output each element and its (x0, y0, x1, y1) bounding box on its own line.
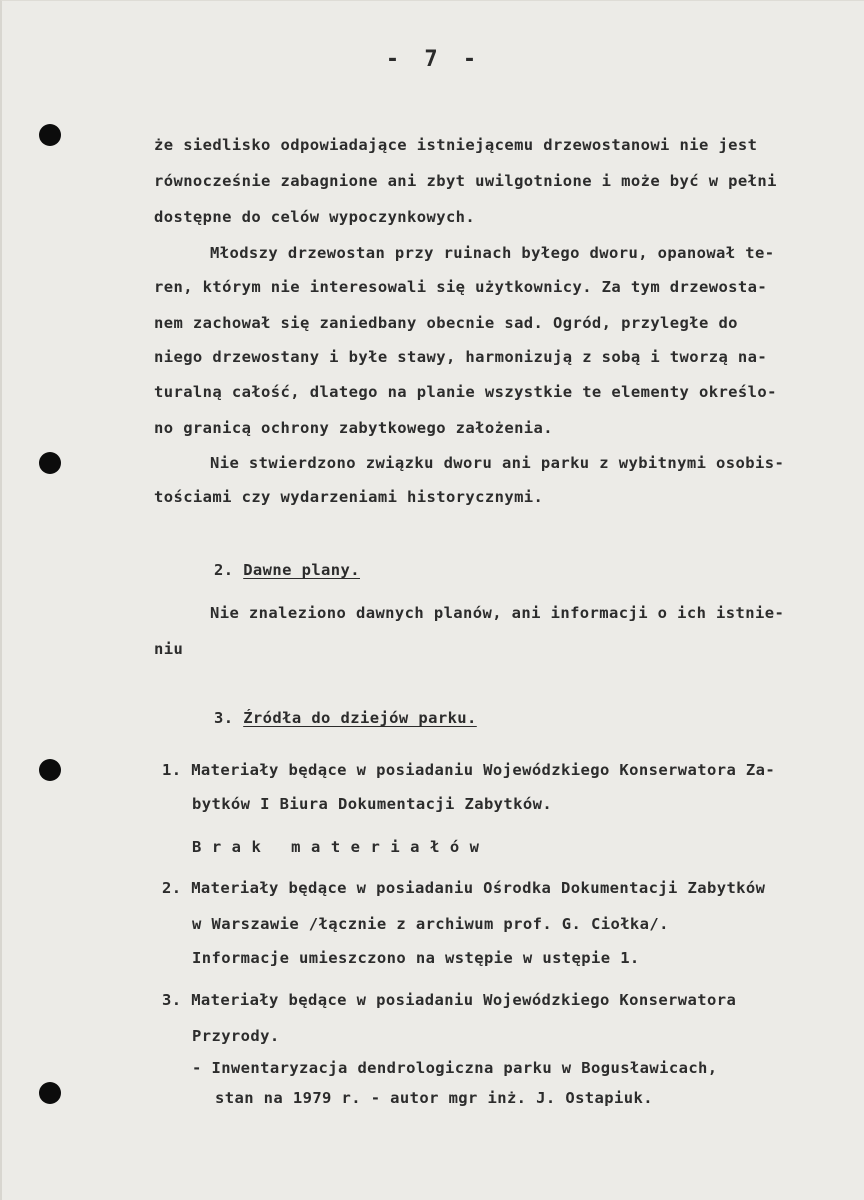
paragraph-line: Młodszy drzewostan przy ruinach byłego dworu, opanował te- (210, 244, 775, 262)
paragraph-line: równocześnie zabagnione ani zbyt uwilgotnione i może być w pełni (154, 172, 777, 190)
list-item-continuation: Informacje umieszczono na wstępie w ustępie 1. (192, 949, 640, 967)
punch-hole-icon (39, 452, 61, 474)
list-item-continuation: bytków I Biura Dokumentacji Zabytków. (192, 795, 553, 813)
paragraph-line: niu (154, 640, 184, 658)
section-number: 2. (214, 561, 234, 579)
section-heading (214, 709, 477, 727)
paragraph-line: nem zachował się zaniedbany obecnie sad. Ogród, przyległe do (154, 314, 738, 332)
section-title: Źródła do dziejów parku. (243, 709, 477, 727)
list-item-continuation: w Warszawie /łącznie z archiwum prof. G. Ciołka/. (192, 915, 669, 933)
paragraph-line: niego drzewostany i byłe stawy, harmonizują z sobą i tworzą na- (154, 348, 768, 366)
page-number: - 7 - (385, 47, 483, 72)
list-item-number: 2. (162, 879, 182, 897)
punch-hole-icon (39, 1082, 61, 1104)
list-item (162, 991, 736, 1009)
list-item-number: 3. (162, 991, 182, 1009)
paragraph-line: no granicą ochrony zabytkowego założenia. (154, 419, 554, 437)
paragraph-line: tościami czy wydarzeniami historycznymi. (154, 488, 544, 506)
sub-list-item: - Inwentaryzacja dendrologiczna parku w Bogusławicach, (192, 1059, 718, 1077)
list-item-text: Materiały będące w posiadaniu Ośrodka Dokumentacji Zabytków (191, 879, 766, 897)
paragraph-line: że siedlisko odpowiadające istniejącemu drzewostanowi nie jest (154, 136, 758, 154)
list-item-continuation: Przyrody. (192, 1027, 280, 1045)
list-item (162, 879, 765, 897)
paragraph-line: ren, którym nie interesowali się użytkownicy. Za tym drzewosta- (154, 278, 768, 296)
section-number: 3. (214, 709, 234, 727)
list-item (162, 761, 775, 779)
section-title: Dawne plany. (243, 561, 360, 579)
paragraph-line: Nie stwierdzono związku dworu ani parku z wybitnymi osobis- (210, 454, 785, 472)
list-item-number: 1. (162, 761, 182, 779)
punch-hole-icon (39, 124, 61, 146)
punch-hole-icon (39, 759, 61, 781)
paragraph-line: turalną całość, dlatego na planie wszystkie te elementy określo- (154, 383, 777, 401)
paragraph-line: Nie znaleziono dawnych planów, ani informacji o ich istnie- (210, 604, 785, 622)
paragraph-line: dostępne do celów wypoczynkowych. (154, 208, 476, 226)
section-heading (214, 561, 360, 579)
sub-list-item-continuation: stan na 1979 r. - autor mgr inż. J. Ostapiuk. (215, 1089, 653, 1107)
list-item-note: Brak materiałów (192, 838, 490, 856)
list-item-text: Materiały będące w posiadaniu Wojewódzkiego Konserwatora Za- (191, 761, 776, 779)
list-item-text: Materiały będące w posiadaniu Wojewódzkiego Konserwatora (191, 991, 737, 1009)
